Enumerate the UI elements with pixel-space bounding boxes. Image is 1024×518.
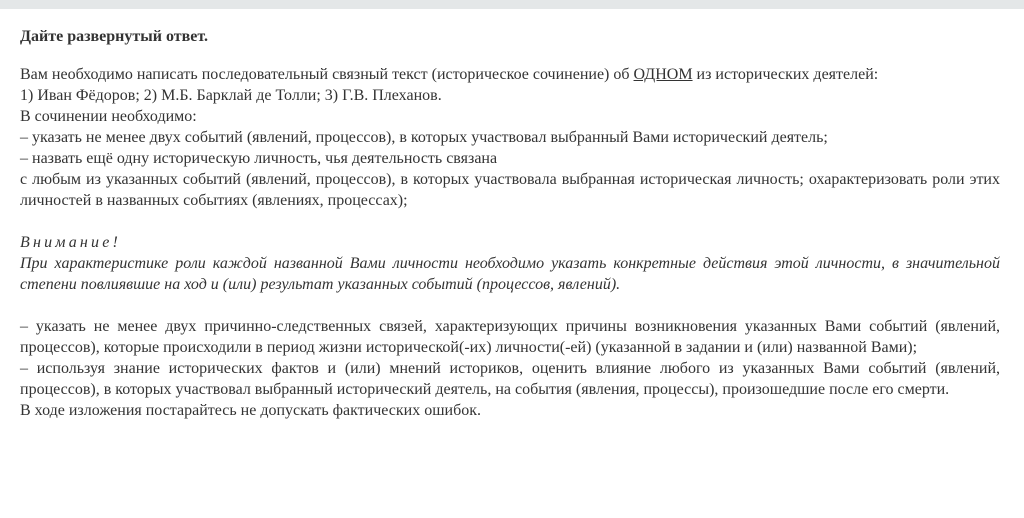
requirement-item-1: – указать не менее двух событий (явлений, процессов), в которых участвовал выбранный Вами исторический деятель; [20,129,828,146]
requirement-item-3: – указать не менее двух причинно-следственных связей, характеризующих причины возникновения указанных Вами событий (явлений, процессов), которые происходили в период жизни исторической(-их) личности(-ей) (указанной в задании и (или) названной Вами); [20,318,1000,356]
figure-options: 1) Иван Фёдоров; 2) М.Б. Барклай де Толли; 3) Г.В. Плеханов. [20,87,442,104]
final-note: В ходе изложения постарайтесь не допускать фактических ошибок. [20,402,481,419]
requirement-item-2-line1: – назвать ещё одну историческую личность, чья деятельность связана [20,150,498,167]
intro-text-before: Вам необходимо написать последовательный связный текст (историческое сочинение) об [20,66,634,83]
intro-emphasis: ОДНОМ [633,66,693,83]
requirement-item-2-line2: с любым из указанных событий (явлений, процессов), в которых участвовала выбранная историческая личность; охарактеризовать роли этих личностей в названных событиях (явлениях, процессах); [20,171,1000,209]
attention-text: При характеристике роли каждой названной Вами личности необходимо указать конкретные действия этой личности, в значительной степени повлиявшие на ход и (или) результат указанных событий (процессов, явлений). [20,255,1000,293]
task-document [20,26,1000,421]
spacer [20,211,1000,232]
requirement-item-4: – используя знание исторических фактов и (или) мнений историков, оценить влияние любого из указанных Вами событий (явлений, процессов), в которых участвовал выбранный исторический деятель, на события (явления, процессы), произошедшие после его смерти. [20,360,1000,398]
attention-title: Внимание! [20,234,122,251]
top-strip [0,0,1024,9]
intro-text-after: из исторических деятелей: [692,66,879,83]
requirements-title: В сочинении необходимо: [20,108,197,125]
task-heading: Дайте развернутый ответ. [20,28,208,45]
spacer [20,295,1000,316]
intro-paragraph [20,64,1000,85]
